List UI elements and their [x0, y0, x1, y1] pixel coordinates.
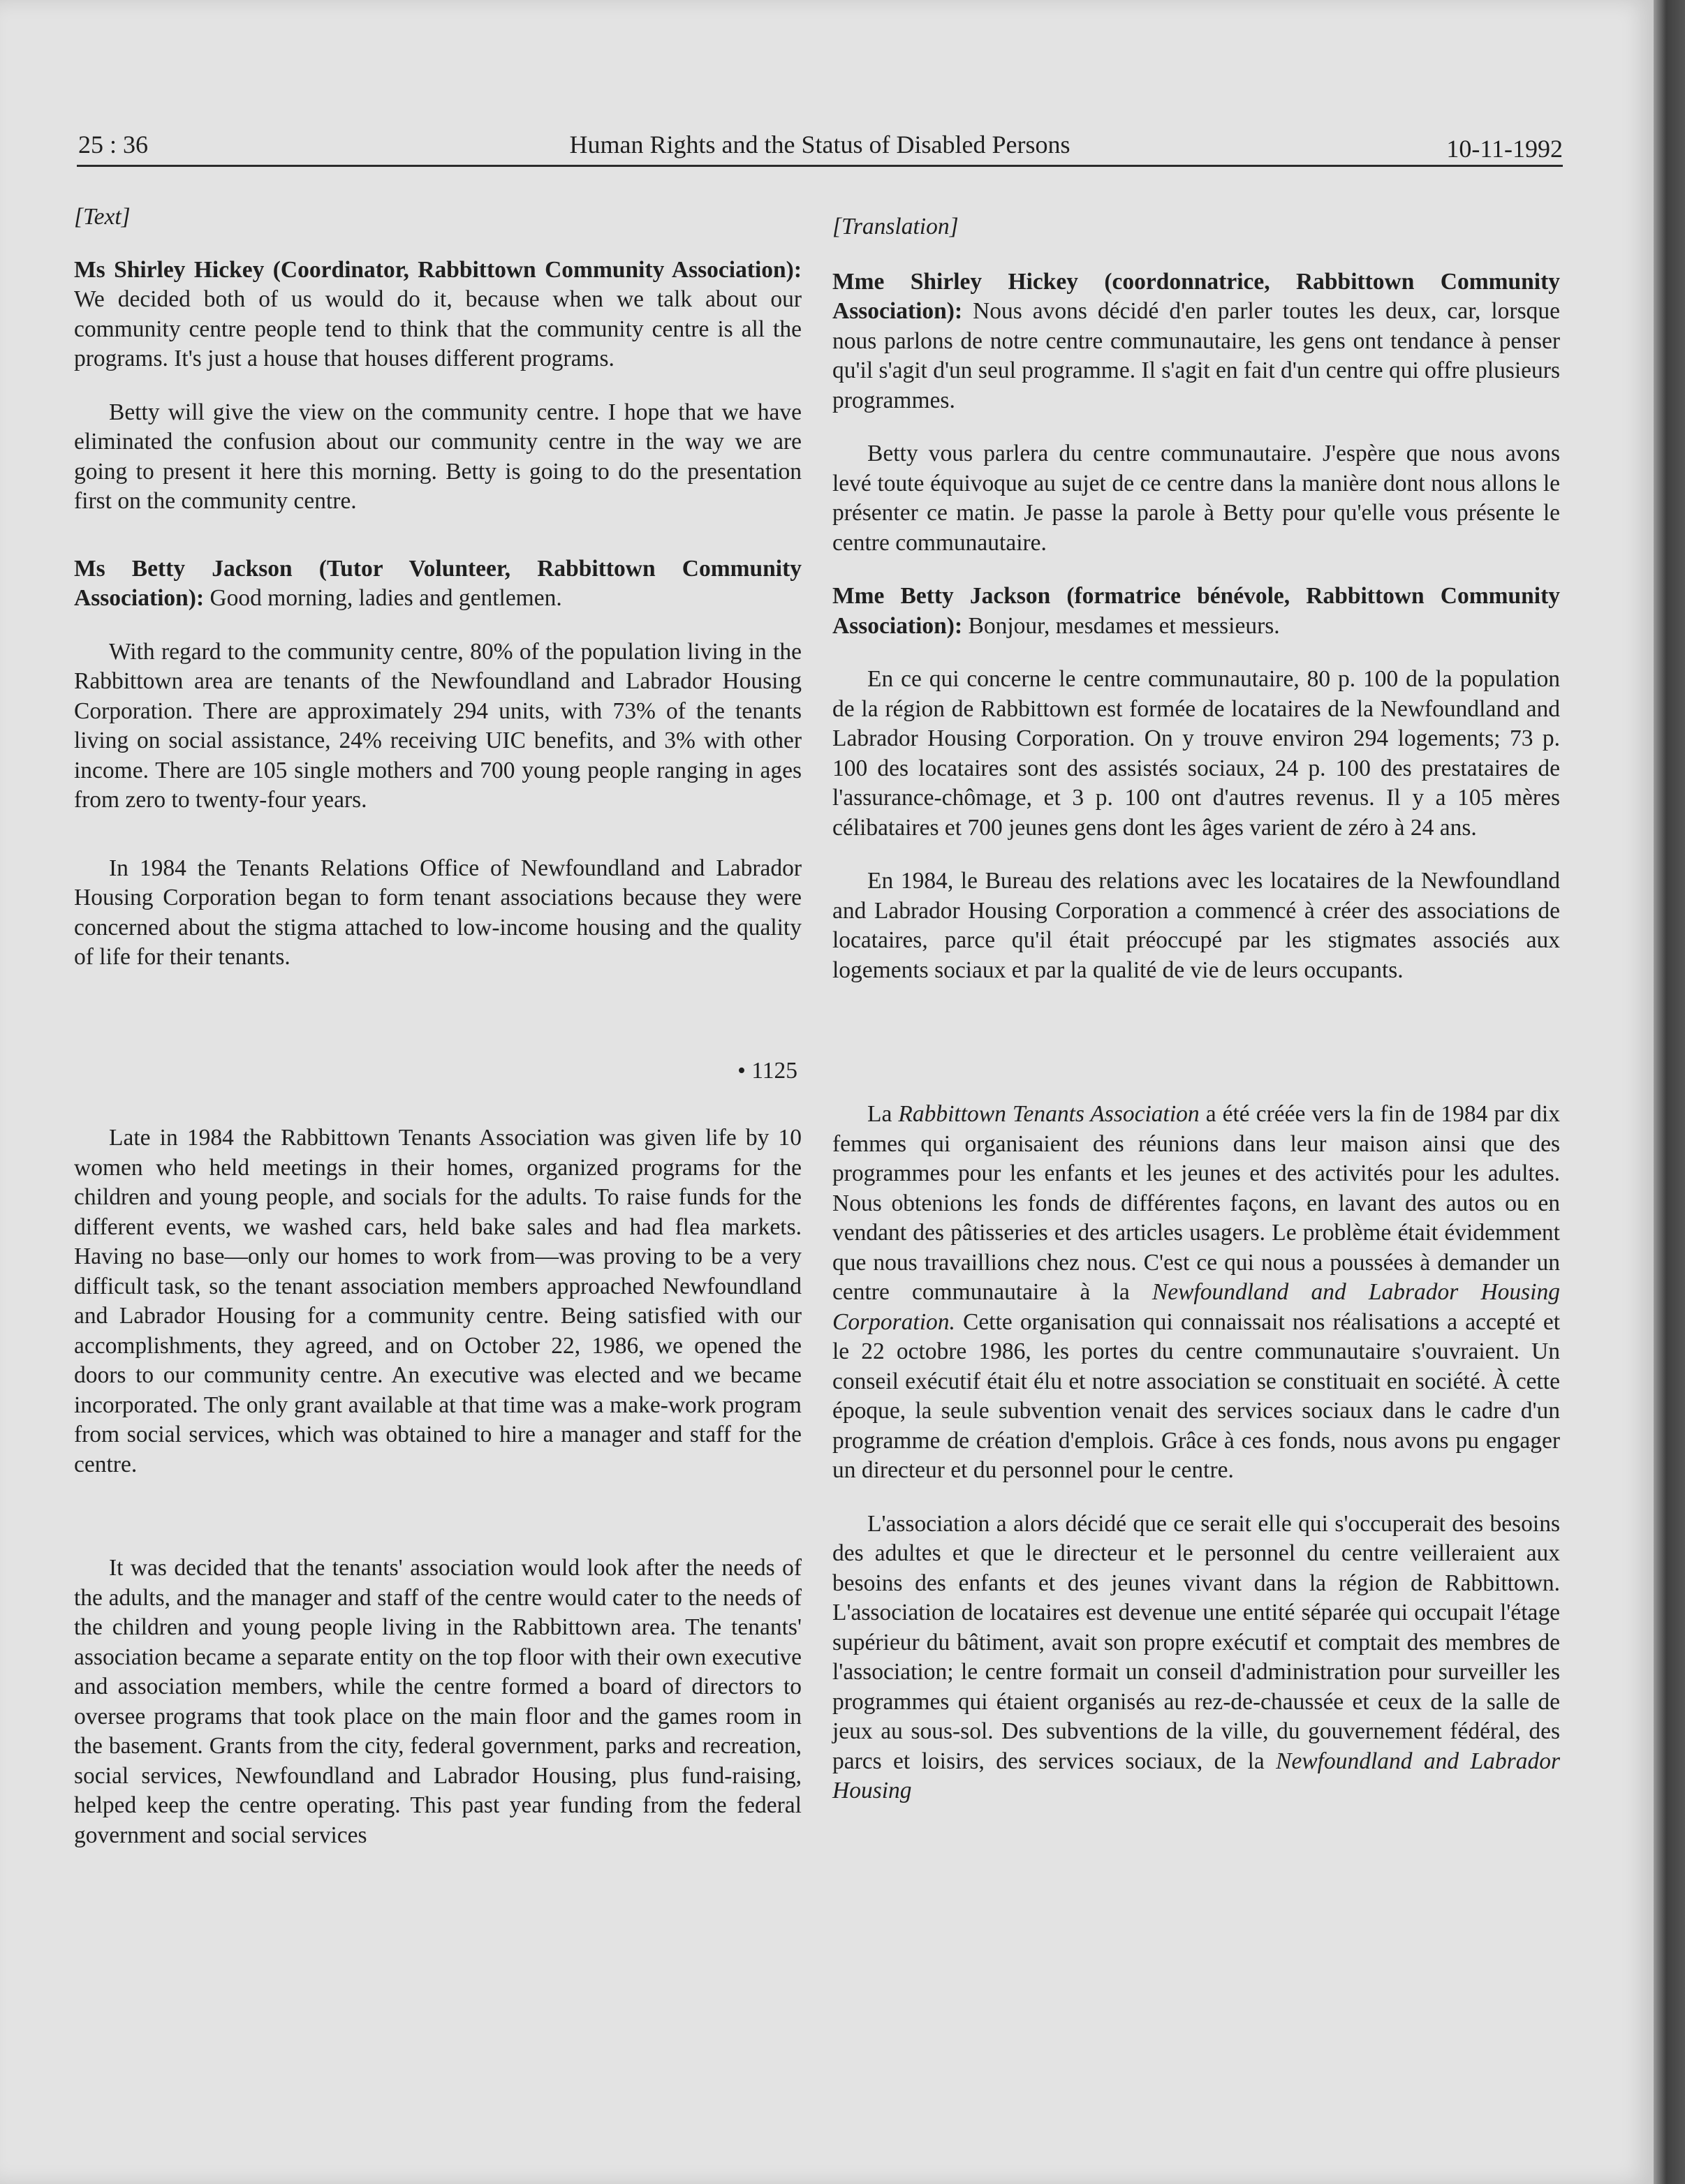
statement-text: Nous avons décidé d'en parler toutes les deux, car, lorsque nous parlons de notre centre communautaire, les gens ont tendance à penser qu'il s'agit d'un seul programme. Il s'agit en fait d'un centre qui offre plusieurs programmes. — [832, 298, 1560, 413]
text-run: Cette organisation qui connaissait nos réalisations a accepté et le 22 octobre 1986, les portes du centre communautaire s'ouvraient. Un conseil exécutif était élu et notre association se constituait en société. À cette époque, la seule subvention venait des services sociaux dans le cadre d'un programme de création d'emplois. Grâce à ces fonds, nous avons pu engager un directeur et du personnel pour le centre. — [832, 1308, 1560, 1483]
speaker-name: Mme Betty Jackson (formatrice bénévole, Rabbittown Community Association): — [832, 583, 1560, 639]
paragraph: Betty will give the view on the community centre. I hope that we have eliminated the confusion about our community centre in the way we are going to present it here this morning. Betty is going to do the presentation first on the community centre. — [74, 399, 802, 514]
jackson-statement-fr — [832, 582, 1560, 641]
text-tag: [Text] — [74, 204, 131, 230]
italic-run: Newfoundland and Labrador Housing — [832, 1748, 1560, 1803]
running-title: Human Rights and the Status of Disabled Persons — [569, 131, 1070, 158]
statement-text: Good morning, ladies and gentlemen. — [204, 585, 562, 611]
paragraph: It was decided that the tenants' association would look after the needs of the adults, and the manager and staff of the centre would cater to the needs of the children and young people living in the Rabbittown area. The tenants' association became a separate entity on the top floor with their own executive and association members, while the centre formed a board of directors to oversee programs that took place on the main floor and the games room in the basement. Grants from the city, federal government, parks and recreation, social services, Newfoundland and Labrador Housing, plus fund-raising, helped keep the centre operating. This past year funding from the federal government and social services — [74, 1555, 802, 1848]
translation-tag: [Translation] — [832, 214, 959, 239]
english-column — [74, 202, 802, 1850]
page-header — [77, 123, 1563, 167]
text-run: La — [867, 1101, 899, 1127]
page-number: 25 : 36 — [78, 131, 149, 158]
statement-text: We decided both of us would do it, because when we talk about our community centre people tend to think that the community centre is all the programs. It's just a house that houses different programs. — [74, 286, 802, 371]
paragraph — [832, 1510, 1560, 1806]
statement-text: Bonjour, mesdames et messieurs. — [962, 612, 1280, 639]
paragraph: Betty vous parlera du centre communautaire. J'espère que nous avons levé toute équivoque au sujet de ce centre dans la manière dont nous allons le présenter ce matin. Je passe la parole à Betty pour qu'elle vous présente le centre communautaire. — [832, 441, 1560, 556]
paragraph: En 1984, le Bureau des relations avec les locataires de la Newfoundland and Labrador Housing Corporation a commencé à créer des associations de locataires, parce qu'il était préoccupé par les stigmates associés aux logements sociaux et par la qualité de vie de leurs occupants. — [832, 868, 1560, 983]
speaker-name: Ms Betty Jackson (Tutor Volunteer, Rabbittown Community Association): — [74, 555, 802, 611]
hickey-statement-en — [74, 256, 802, 374]
paragraph: En ce qui concerne le centre communautaire, 80 p. 100 de la population de la région de Rabbittown est formée de locataires de la Newfoundland and Labrador Housing Corporation. On y trouve environ 294 logements; 73 p. 100 des locataires sont des assistés sociaux, 24 p. 100 des prestataires de l'assurance-chômage, et 3 p. 100 ont d'autres revenus. Il y a 105 mères célibataires et 700 jeunes gens dont les âges varient de zéro à 24 ans. — [832, 666, 1560, 841]
speaker-name: Ms Shirley Hickey (Coordinator, Rabbittown Community Association): — [74, 256, 802, 283]
speaker-name: Mme Shirley Hickey (coordonnatrice, Rabbittown Community Association): — [832, 268, 1560, 324]
paragraph: Late in 1984 the Rabbittown Tenants Association was given life by 10 women who held meetings in their homes, organized programs for the children and young people, and socials for the adults. To raise funds for the different events, we washed cars, held bake sales and had flea markets. Having no base—only our homes to work from—was proving to be a very difficult task, so the tenant association members approached Newfoundland and Labrador Housing for a community centre. Being satisfied with our accomplishments, they agreed, and on October 22, 1986, we opened the doors to our community centre. An executive was elected and we became incorporated. The only grant available at that time was a make-work program from social services, which was obtained to hire a manager and staff for the centre. — [74, 1125, 802, 1477]
italic-run: Rabbittown Tenants Association — [898, 1101, 1200, 1127]
italic-run: Newfoundland and Labrador Housing Corporation. — [832, 1279, 1560, 1335]
jackson-statement-en — [74, 554, 802, 614]
binding-edge — [1654, 0, 1685, 2184]
time-marker: • 1125 — [737, 1057, 797, 1084]
hickey-statement-fr — [832, 267, 1560, 416]
text-run: L'association a alors décidé que ce serait elle qui s'occuperait des besoins des adultes et que le directeur et le personnel du centre veilleraient aux besoins des enfants et des jeunes vivant dans la région de Rabbittown. L'association de locataires est devenue une entité séparée qui occupait l'étage supérieur du bâtiment, avait son propre exécutif et comptait des membres de l'association; le centre formait un conseil d'administration pour surveiller les programmes qui étaient organisés au rez-de-chaussée et ceux de la salle de jeux au sous-sol. Des subventions de la ville, du gouvernement fédéral, des parcs et loisirs, des services sociaux, de la — [832, 1510, 1560, 1774]
header-date: 10-11-1992 — [1446, 135, 1563, 163]
french-column — [832, 202, 1560, 1806]
paragraph: In 1984 the Tenants Relations Office of Newfoundland and Labrador Housing Corporation began to form tenant associations because they were concerned about the stigma attached to low-income housing and the quality of life for their tenants. — [74, 855, 802, 970]
text-run: a été créée vers la fin de 1984 par dix femmes qui organisaient des réunions dans leur maison ainsi que des programmes pour les enfants et les jeunes et des activités pour les adultes. Nous obtenions les fonds de différentes façons, en lavant des autos ou en vendant des pâtisseries et des articles usagers. Le problème était évidemment que nous travaillions chez nous. C'est ce qui nous a poussées à demander un centre communautaire à la — [832, 1101, 1560, 1305]
paragraph: With regard to the community centre, 80% of the population living in the Rabbittown area are tenants of the Newfoundland and Labrador Housing Corporation. There are approximately 294 units, with 73% of the tenants living on social assistance, 24% receiving UIC benefits, and 3% with other income. There are 105 single mothers and 700 young people ranging in ages from zero to twenty-four years. — [74, 638, 802, 813]
paragraph — [832, 1100, 1560, 1486]
